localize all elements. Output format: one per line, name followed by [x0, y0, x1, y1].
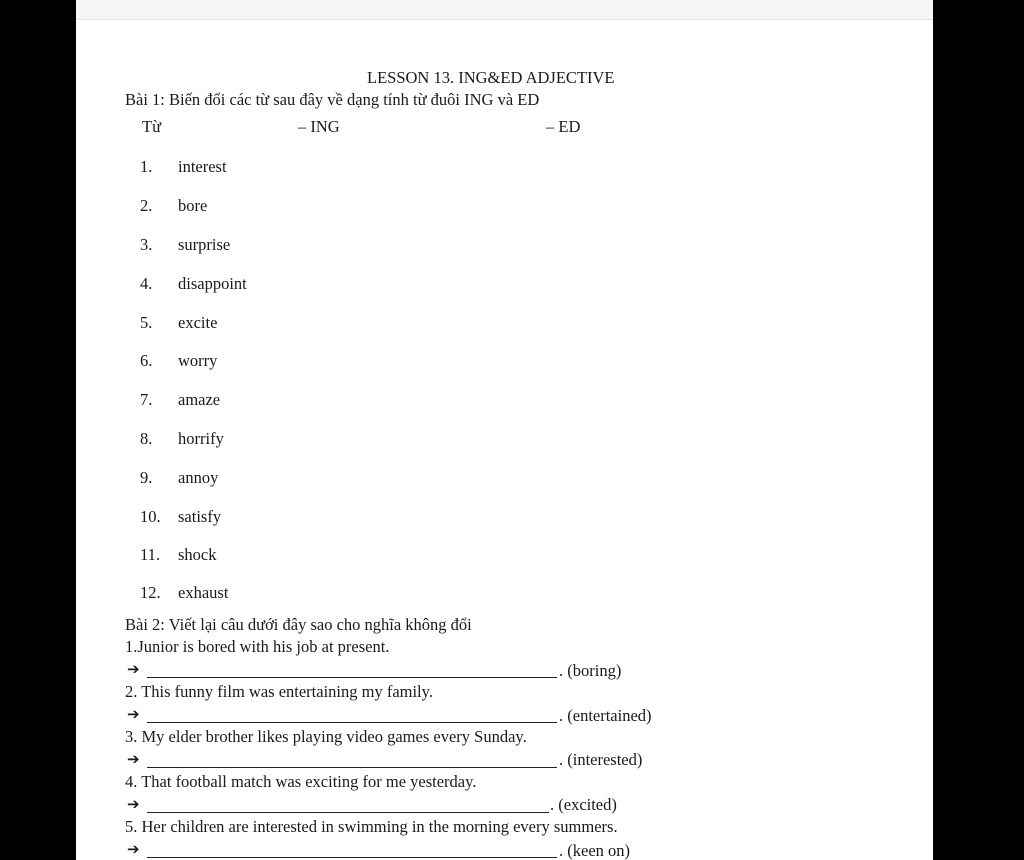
item-word: amaze: [178, 390, 221, 409]
answer-blank[interactable]: [147, 857, 557, 858]
page-top-edge: [76, 0, 933, 20]
question-sentence: 5. Her children are interested in swimming in the morning every summers.: [125, 817, 618, 836]
item-number: 4.: [140, 274, 153, 293]
answer-blank[interactable]: [147, 722, 557, 723]
question-sentence: 3. My elder brother likes playing video games every Sunday.: [125, 727, 527, 746]
arrow-icon: ➔: [127, 795, 140, 813]
item-number: 8.: [140, 429, 153, 448]
item-number: 12.: [140, 583, 161, 602]
item-number: 2.: [140, 196, 153, 215]
question-sentence: 1.Junior is bored with his job at present.: [125, 637, 390, 656]
question-hint: . (interested): [559, 750, 643, 769]
item-number: 7.: [140, 390, 153, 409]
item-word: disappoint: [178, 274, 247, 293]
column-header-ing: – ING: [298, 117, 340, 136]
column-header-ed: – ED: [546, 117, 581, 136]
arrow-icon: ➔: [127, 750, 140, 768]
document-page: [76, 0, 933, 860]
answer-blank[interactable]: [147, 677, 557, 678]
answer-blank[interactable]: [147, 812, 549, 813]
item-number: 3.: [140, 235, 153, 254]
exercise-1-instruction: Bài 1: Biến đổi các từ sau đây về dạng tính từ đuôi ING và ED: [125, 90, 540, 109]
question-hint: . (excited): [550, 795, 617, 814]
item-number: 1.: [140, 157, 153, 176]
item-word: excite: [178, 313, 218, 332]
item-number: 6.: [140, 351, 153, 370]
lesson-title: LESSON 13. ING&ED ADJECTIVE: [367, 68, 615, 87]
item-word: worry: [178, 351, 218, 370]
exercise-2-instruction: Bài 2: Viết lại câu dưới đây sao cho nghĩa không đổi: [125, 615, 472, 634]
answer-blank[interactable]: [147, 767, 557, 768]
question-hint: . (keen on): [559, 841, 631, 860]
column-header-word: Từ: [142, 117, 162, 136]
item-word: interest: [178, 157, 227, 176]
item-word: horrify: [178, 429, 224, 448]
question-hint: . (boring): [559, 661, 622, 680]
item-word: annoy: [178, 468, 219, 487]
item-number: 11.: [140, 545, 161, 564]
item-word: shock: [178, 545, 217, 564]
item-word: bore: [178, 196, 208, 215]
item-number: 5.: [140, 313, 153, 332]
arrow-icon: ➔: [127, 840, 140, 858]
item-number: 10.: [140, 507, 161, 526]
item-number: 9.: [140, 468, 153, 487]
item-word: exhaust: [178, 583, 229, 602]
item-word: surprise: [178, 235, 231, 254]
arrow-icon: ➔: [127, 705, 140, 723]
arrow-icon: ➔: [127, 660, 140, 678]
question-sentence: 4. That football match was exciting for me yesterday.: [125, 772, 477, 791]
question-sentence: 2. This funny film was entertaining my family.: [125, 682, 433, 701]
question-hint: . (entertained): [559, 706, 652, 725]
item-word: satisfy: [178, 507, 222, 526]
